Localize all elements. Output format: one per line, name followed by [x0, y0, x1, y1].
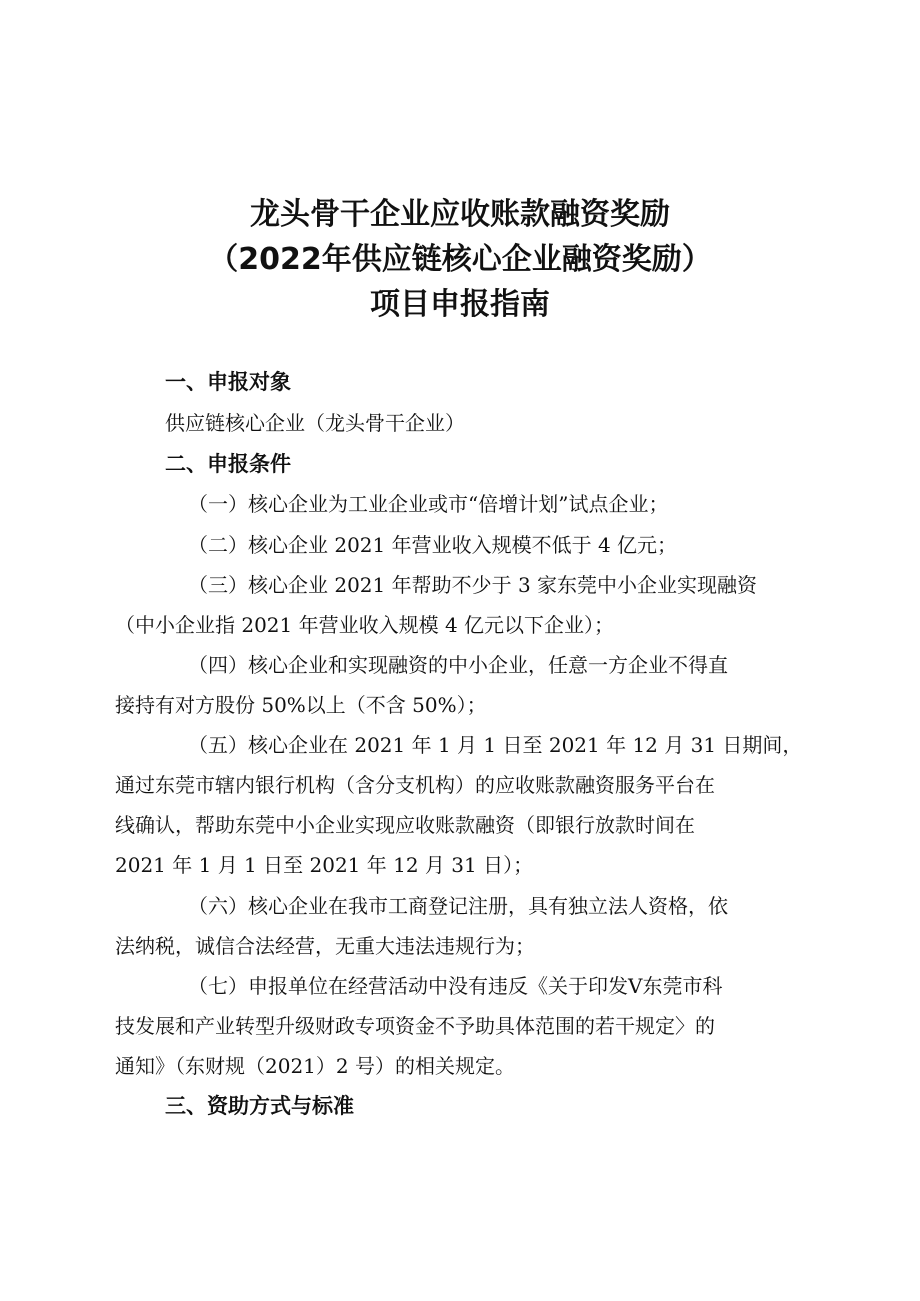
condition-3-continuation: （中小企业指 2021 年营业收入规模 4 亿元以下企业）； — [115, 613, 615, 637]
section-heading-funding: 三、资助方式与标准 — [165, 1094, 354, 1118]
condition-1-line: （一）核心企业为工业企业或市“倍增计划”试点企业； — [188, 492, 669, 516]
condition-5-line: （五）核心企业在 2021 年 1 月 1 日至 2021 年 12 月 31 日期间， — [188, 733, 803, 757]
condition-4-line: （四）核心企业和实现融资的中小企业，任意一方企业不得直 — [188, 653, 728, 677]
section-heading-conditions: 二、申报条件 — [165, 452, 291, 476]
condition-7-continuation-2: 通知》（东财规（2021）2 号）的相关规定。 — [115, 1054, 515, 1078]
condition-3-line: （三）核心企业 2021 年帮助不少于 3 家东莞中小企业实现融资 — [188, 573, 758, 597]
condition-2-line: （二）核心企业 2021 年营业收入规模不低于 4 亿元； — [188, 533, 678, 557]
condition-7-line: （七）申报单位在经营活动中没有违反《关于印发Ⅴ东莞市科 — [188, 974, 723, 998]
section-heading-applicants: 一、申报对象 — [165, 370, 291, 394]
section-body-applicants: 供应链核心企业（龙头骨干企业） — [165, 411, 465, 435]
condition-6-continuation: 法纳税，诚信合法经营，无重大违法违规行为； — [115, 934, 535, 958]
title-line-1: 龙头骨干企业应收账款融资奖励 — [250, 197, 670, 232]
condition-5-continuation-2: 线确认，帮助东莞中小企业实现应收账款融资（即银行放款时间在 — [115, 813, 695, 837]
condition-6-line: （六）核心企业在我市工商登记注册，具有独立法人资格，依 — [188, 894, 728, 918]
title-line-2: （2022年供应链核心企业融资奖励） — [208, 242, 712, 277]
condition-5-continuation-1: 通过东莞市辖内银行机构（含分支机构）的应收账款融资服务平台在 — [115, 773, 715, 797]
title-line-3: 项目申报指南 — [370, 287, 550, 322]
condition-7-continuation-1: 技发展和产业转型升级财政专项资金不予助具体范围的若干规定〉的 — [115, 1014, 715, 1038]
condition-5-continuation-3: 2021 年 1 月 1 日至 2021 年 12 月 31 日）； — [115, 853, 534, 877]
condition-4-continuation: 接持有对方股份 50%以上（不含 50%）； — [115, 693, 487, 717]
